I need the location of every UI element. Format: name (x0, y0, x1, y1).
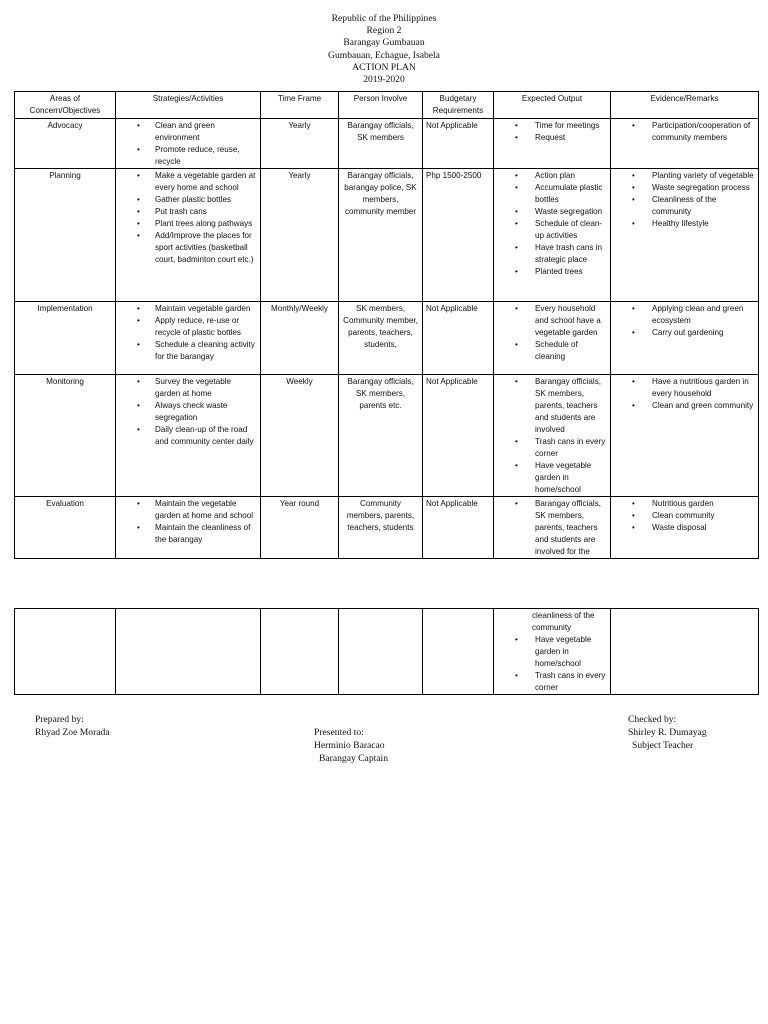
strategies-list (119, 120, 257, 168)
cell-budget: Not Applicable (423, 119, 494, 169)
list-item: • Action plan (535, 170, 607, 182)
strategies-list (119, 303, 257, 363)
list-item: • Every household and school have a vegetable garden (535, 303, 607, 339)
cell-budget: Php 1500-2500 (423, 169, 494, 302)
prepared-by-label: Prepared by: (35, 714, 84, 725)
cell-empty (15, 609, 116, 695)
list-item: • Have vegetable garden in home/school (535, 460, 607, 496)
presented-to-name: Herminio Baracao (314, 740, 385, 752)
table-row (15, 302, 759, 375)
table-body (15, 119, 759, 559)
cell-expected-output-continued (494, 609, 611, 695)
cell-expected-output (494, 497, 611, 559)
expected-output-list (497, 376, 607, 496)
presented-to-block (314, 726, 388, 766)
list-item: • Schedule of cleaning (535, 339, 607, 363)
cell-budget: Not Applicable (423, 302, 494, 375)
list-item: • Carry out gardening (652, 327, 755, 339)
list-item: • Make a vegetable garden at every home and school (155, 170, 257, 194)
table-row-continued (15, 609, 759, 695)
cell-area: Planning (15, 169, 116, 302)
cell-expected-output (494, 302, 611, 375)
list-item: • Have vegetable garden in home/school (535, 634, 607, 670)
list-item: • Promote reduce, reuse, recycle (155, 144, 257, 168)
cell-evidence (611, 169, 759, 302)
list-item: • Accumulate plastic bottles (535, 182, 607, 206)
list-item: • Trash cans in every corner (535, 436, 607, 460)
checked-by-title: Subject Teacher (632, 740, 694, 752)
cell-area: Monitoring (15, 375, 116, 497)
cell-strategies (116, 302, 261, 375)
action-plan-table-continued (14, 608, 759, 695)
list-item: • Participation/cooperation of community members (652, 120, 755, 144)
list-item: • Time for meetings (535, 120, 607, 132)
list-item: • Clean and green community (652, 400, 755, 412)
evidence-list (614, 120, 755, 144)
list-item: • Applying clean and green ecosystem (652, 303, 755, 327)
column-header-evidence: Evidence/Remarks (611, 92, 759, 119)
table-row (15, 169, 759, 302)
table-row (15, 497, 759, 559)
list-item: • Have trash cans in strategic place (535, 242, 607, 266)
list-item: • Have a nutritious garden in every household (652, 376, 755, 400)
expected-output-list (497, 498, 607, 558)
checked-by-name: Shirley R. Dumayag (628, 727, 707, 739)
list-item: • Schedule of clean-up activities (535, 218, 607, 242)
header-line-year: 2019-2020 (363, 74, 405, 86)
expected-output-list (497, 120, 607, 144)
list-item: • Daily clean-up of the road and community center daily (155, 424, 257, 448)
list-item: • Planted trees (535, 266, 607, 278)
list-item: • Waste disposal (652, 522, 755, 534)
cell-empty (423, 609, 494, 695)
cell-time-frame: Monthly/Weekly (261, 302, 339, 375)
cell-expected-output (494, 119, 611, 169)
checked-by-label: Checked by: (628, 714, 677, 725)
cell-empty (116, 609, 261, 695)
list-item: • Apply reduce, re-use or recycle of plastic bottles (155, 315, 257, 339)
cell-evidence (611, 302, 759, 375)
column-header-budget: Budgetary Requirements (423, 92, 494, 119)
cell-budget: Not Applicable (423, 375, 494, 497)
cell-evidence (611, 119, 759, 169)
header-line-title: ACTION PLAN (352, 61, 416, 73)
cell-expected-output (494, 375, 611, 497)
list-item: • Gather plastic bottles (155, 194, 257, 206)
expected-output-list (497, 634, 607, 694)
cell-person-involve: SK members, Community member, parents, teachers, students, (339, 302, 423, 375)
list-item: • Cleanliness of the community (652, 194, 755, 218)
cell-person-involve: Community members, parents, teachers, students (339, 497, 423, 559)
expected-output-list (497, 303, 607, 363)
cell-area: Implementation (15, 302, 116, 375)
cell-strategies (116, 375, 261, 497)
list-item: • Maintain the vegetable garden at home and school (155, 498, 257, 522)
list-item: • Planting variety of vegetable (652, 170, 755, 182)
prepared-by-name: Rhyad Zoe Morada (35, 727, 110, 739)
list-item: • Request (535, 132, 607, 144)
list-item: • Maintain the cleanliness of the barangay (155, 522, 257, 546)
list-item: • Waste segregation process (652, 182, 755, 194)
list-item: • Always check waste segregation (155, 400, 257, 424)
list-item: • Healthy lifestyle (652, 218, 755, 230)
cell-budget: Not Applicable (423, 497, 494, 559)
header-line-address: Gumbauan, Echague, Isabela (328, 49, 440, 61)
list-item: • Barangay officials, SK members, parents, teachers and students are involved for the (535, 498, 607, 558)
header-line-region: Region 2 (366, 25, 402, 37)
column-header-time-frame: Time Frame (261, 92, 339, 119)
list-item: • Nutritious garden (652, 498, 755, 510)
checked-by-block (628, 713, 707, 753)
cell-empty (339, 609, 423, 695)
cell-time-frame: Weekly (261, 375, 339, 497)
evidence-list (614, 170, 755, 230)
list-item: • Add/Improve the places for sport activities (basketball court, badminton court etc.) (155, 230, 257, 266)
prepared-by-block (35, 713, 110, 739)
cell-time-frame: Yearly (261, 169, 339, 302)
output-continued-text: cleanliness of the community (532, 611, 595, 632)
list-item: • Waste segregation (535, 206, 607, 218)
cell-strategies (116, 497, 261, 559)
cell-expected-output (494, 169, 611, 302)
column-header-expected-output: Expected Output (494, 92, 611, 119)
cell-evidence (611, 375, 759, 497)
cell-strategies (116, 119, 261, 169)
list-item: • Put trash cans (155, 206, 257, 218)
column-header-person-involve: Person Involve (339, 92, 423, 119)
cell-area: Advocacy (15, 119, 116, 169)
strategies-list (119, 376, 257, 448)
strategies-list (119, 498, 257, 546)
document-header (0, 13, 768, 86)
cell-empty (261, 609, 339, 695)
action-plan-table (14, 91, 759, 559)
cell-area: Evaluation (15, 497, 116, 559)
list-item: • Plant trees along pathways (155, 218, 257, 230)
list-item: • Survey the vegetable garden at home (155, 376, 257, 400)
strategies-list (119, 170, 257, 266)
column-header-area: Areas of Concern/Objectives (15, 92, 116, 119)
expected-output-list (497, 170, 607, 278)
cell-time-frame: Yearly (261, 119, 339, 169)
list-item: • Trash cans in every corner (535, 670, 607, 694)
list-item: • Schedule a cleaning activity for the barangay (155, 339, 257, 363)
presented-to-title: Barangay Captain (319, 753, 388, 765)
cell-person-involve: Barangay officials, SK members (339, 119, 423, 169)
list-item: • Clean community (652, 510, 755, 522)
header-line-barangay: Barangay Gumbauan (343, 37, 425, 49)
list-item: • Maintain vegetable garden (155, 303, 257, 315)
cell-person-involve: Barangay officials, barangay police, SK members, community member (339, 169, 423, 302)
table-row (15, 375, 759, 497)
list-item: • Barangay officials, SK members, parents, teachers and students are involved (535, 376, 607, 436)
table-header-row (15, 92, 759, 119)
list-item: • Clean and green environment (155, 120, 257, 144)
table-row (15, 119, 759, 169)
cell-evidence (611, 497, 759, 559)
header-line-country: Republic of the Philippines (331, 13, 437, 24)
evidence-list (614, 498, 755, 534)
cell-strategies (116, 169, 261, 302)
presented-to-label: Presented to: (314, 727, 364, 738)
cell-person-involve: Barangay officials, SK members, parents etc. (339, 375, 423, 497)
cell-empty (611, 609, 759, 695)
column-header-strategies: Strategies/Activities (116, 92, 261, 119)
cell-time-frame: Year round (261, 497, 339, 559)
evidence-list (614, 303, 755, 339)
evidence-list (614, 376, 755, 412)
